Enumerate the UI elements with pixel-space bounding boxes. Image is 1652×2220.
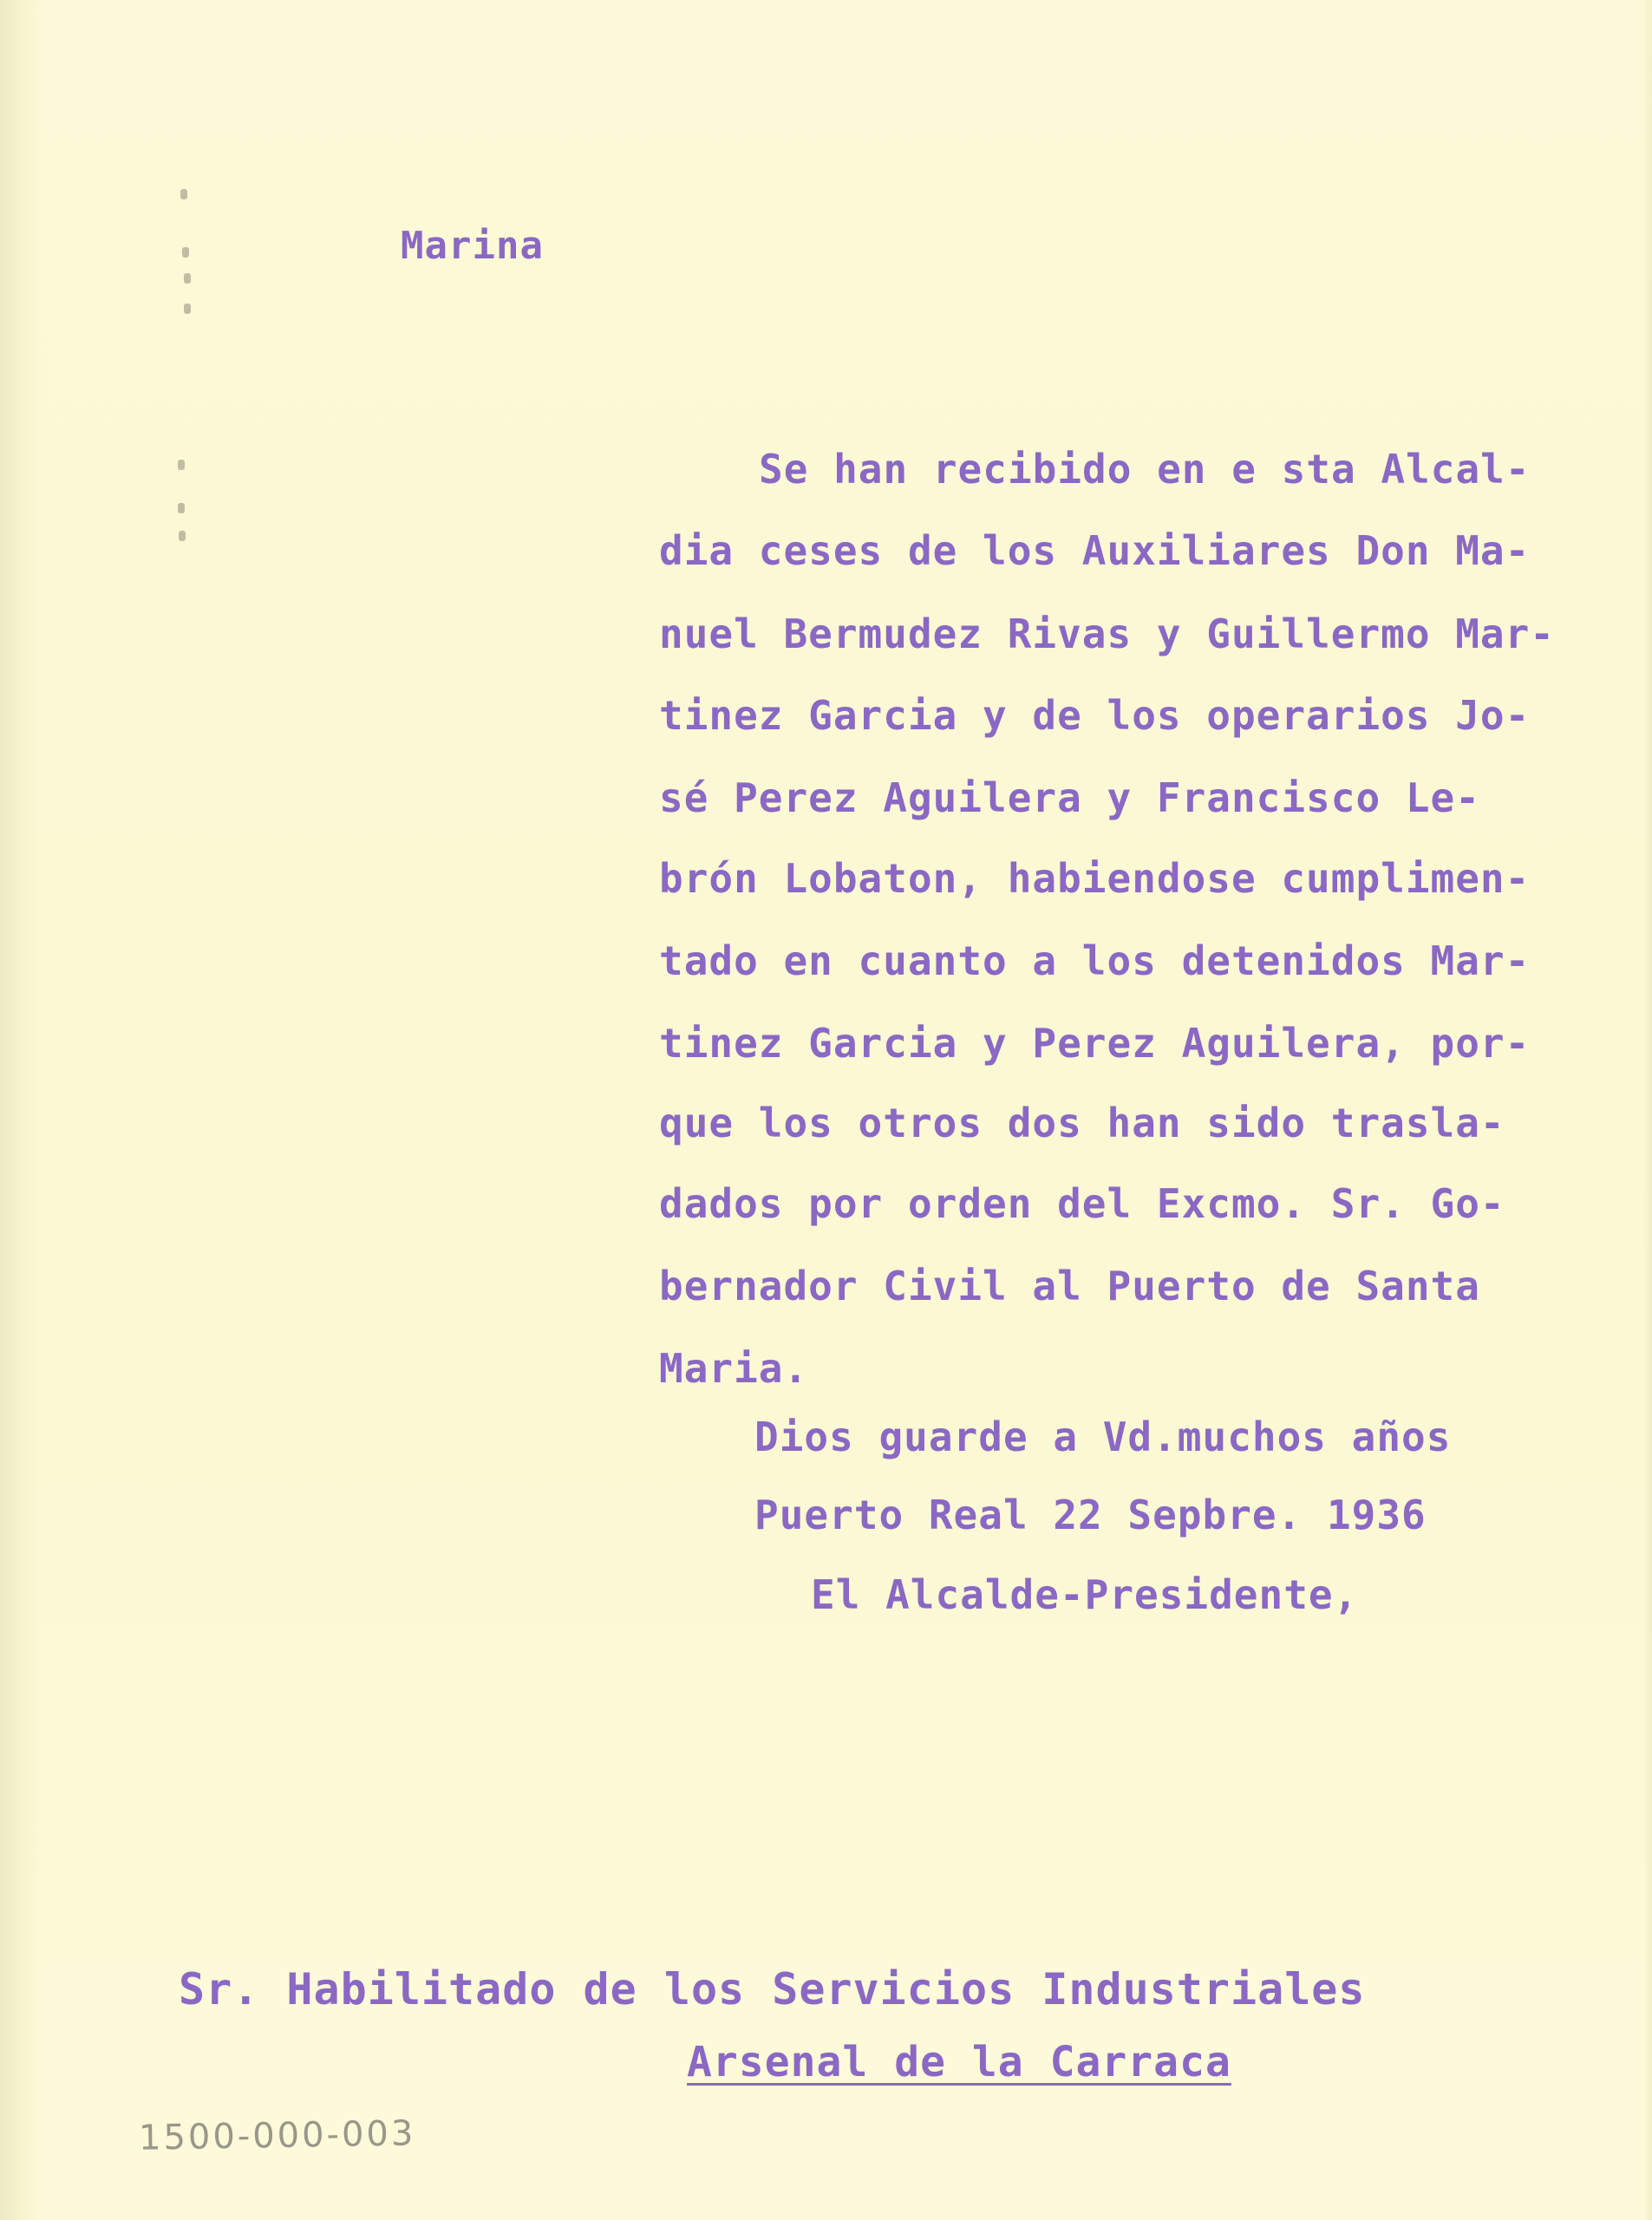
archive-number: 1500-000-003 [138, 2113, 416, 2158]
body-line: dados por orden del Excmo. Sr. Go- [659, 1180, 1505, 1227]
place-date: Puerto Real 22 Sepbre. 1936 [754, 1492, 1427, 1538]
body-line: bernador Civil al Puerto de Santa [659, 1263, 1480, 1309]
body-line: tado en cuanto a los detenidos Mar- [659, 937, 1531, 984]
body-line: sé Perez Aguilera y Francisco Le- [659, 774, 1480, 821]
binding-mark [179, 531, 186, 541]
page-edge-right [1643, 0, 1652, 2220]
body-line: que los otros dos han sido trasla- [659, 1100, 1505, 1146]
body-line: dia ceses de los Auxiliares Don Ma- [659, 527, 1531, 574]
body-line: Se han recibido en e sta Alcal- [759, 446, 1531, 493]
page-edge-shadow [0, 0, 42, 2220]
signatory: El Alcalde-Presidente, [811, 1571, 1359, 1618]
closing-salutation: Dios guarde a Vd.muchos años [754, 1414, 1452, 1460]
body-line: nuel Bermudez Rivas y Guillermo Mar- [659, 610, 1555, 657]
body-line: brón Lobaton, habiendose cumplimen- [659, 855, 1531, 902]
binding-mark [184, 304, 191, 314]
body-line: Maria. [659, 1345, 809, 1392]
binding-mark [178, 460, 185, 470]
binding-mark [178, 503, 185, 513]
binding-mark [184, 273, 191, 284]
body-line: tinez Garcia y Perez Aguilera, por- [659, 1020, 1531, 1067]
binding-mark [182, 247, 189, 258]
addressee: Sr. Habilitado de los Servicios Industriales [179, 1964, 1366, 2014]
addressee-place: Arsenal de la Carraca [687, 2038, 1231, 2086]
heading: Marina [401, 224, 544, 268]
binding-mark [180, 189, 187, 199]
body-line: tinez Garcia y de los operarios Jo- [659, 692, 1531, 739]
